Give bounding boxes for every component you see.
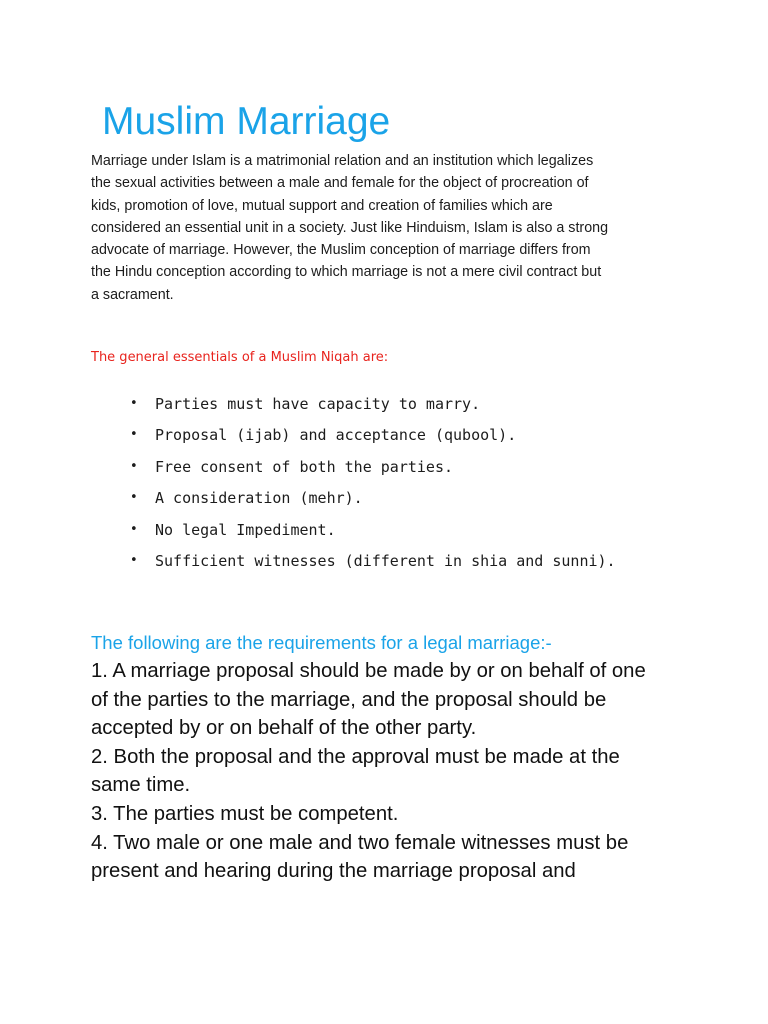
bullet-icon: • (130, 396, 138, 411)
intro-line: kids, promotion of love, mutual support and creation of families which are (91, 197, 553, 214)
essential-text: Proposal (ijab) and acceptance (qubool). (155, 426, 517, 445)
essential-text: Parties must have capacity to marry. (155, 395, 481, 413)
essential-text: Free consent of both the parties. (155, 457, 454, 476)
essential-text: Sufficient witnesses (different in shia and sunni). (155, 551, 616, 570)
intro-line: considered an essential unit in a society. Just like Hinduism, Islam is also a strong (91, 219, 609, 236)
essentials-heading: The general essentials of a Muslim Niqah are: (91, 350, 389, 365)
requirement-line: 3. The parties must be competent. (91, 802, 399, 825)
requirement-line: accepted by or on behalf of the other party. (91, 717, 477, 740)
requirement-line: present and hearing during the marriage proposal and (91, 860, 576, 883)
essentials-list (130, 390, 616, 578)
essential-text: No legal Impediment. (155, 520, 336, 539)
requirement-line: of the parties to the marriage, and the proposal should be (91, 688, 607, 711)
list-item (130, 453, 616, 484)
requirement-line: 4. Two male or one male and two female witnesses must be (91, 831, 629, 854)
intro-paragraph (91, 150, 691, 306)
intro-line: advocate of marriage. However, the Muslim conception of marriage differs from (91, 242, 591, 259)
requirement-line: same time. (91, 774, 191, 797)
requirement-line: 1. A marriage proposal should be made by or on behalf of one (91, 660, 646, 682)
requirements-text (91, 657, 711, 886)
intro-line: the sexual activities between a male and female for the object of procreation of (91, 175, 589, 192)
page-title: Muslim Marriage (102, 100, 391, 143)
bullet-icon: • (130, 552, 138, 568)
list-item (130, 516, 616, 547)
list-item (130, 390, 616, 421)
intro-line: Marriage under Islam is a matrimonial relation and an institution which legalizes (91, 153, 594, 169)
bullet-icon: • (130, 458, 138, 474)
bullet-icon: • (130, 490, 138, 506)
intro-line: a sacrament. (91, 286, 174, 303)
bullet-icon: • (130, 521, 138, 537)
requirement-line: 2. Both the proposal and the approval must be made at the (91, 745, 620, 768)
list-item (130, 421, 616, 452)
list-item (130, 547, 616, 578)
requirements-heading: The following are the requirements for a legal marriage:- (91, 632, 552, 653)
intro-line: the Hindu conception according to which marriage is not a mere civil contract but (91, 264, 602, 281)
essential-text: A consideration (mehr). (155, 489, 363, 508)
list-item (130, 484, 616, 515)
bullet-icon: • (130, 427, 138, 443)
